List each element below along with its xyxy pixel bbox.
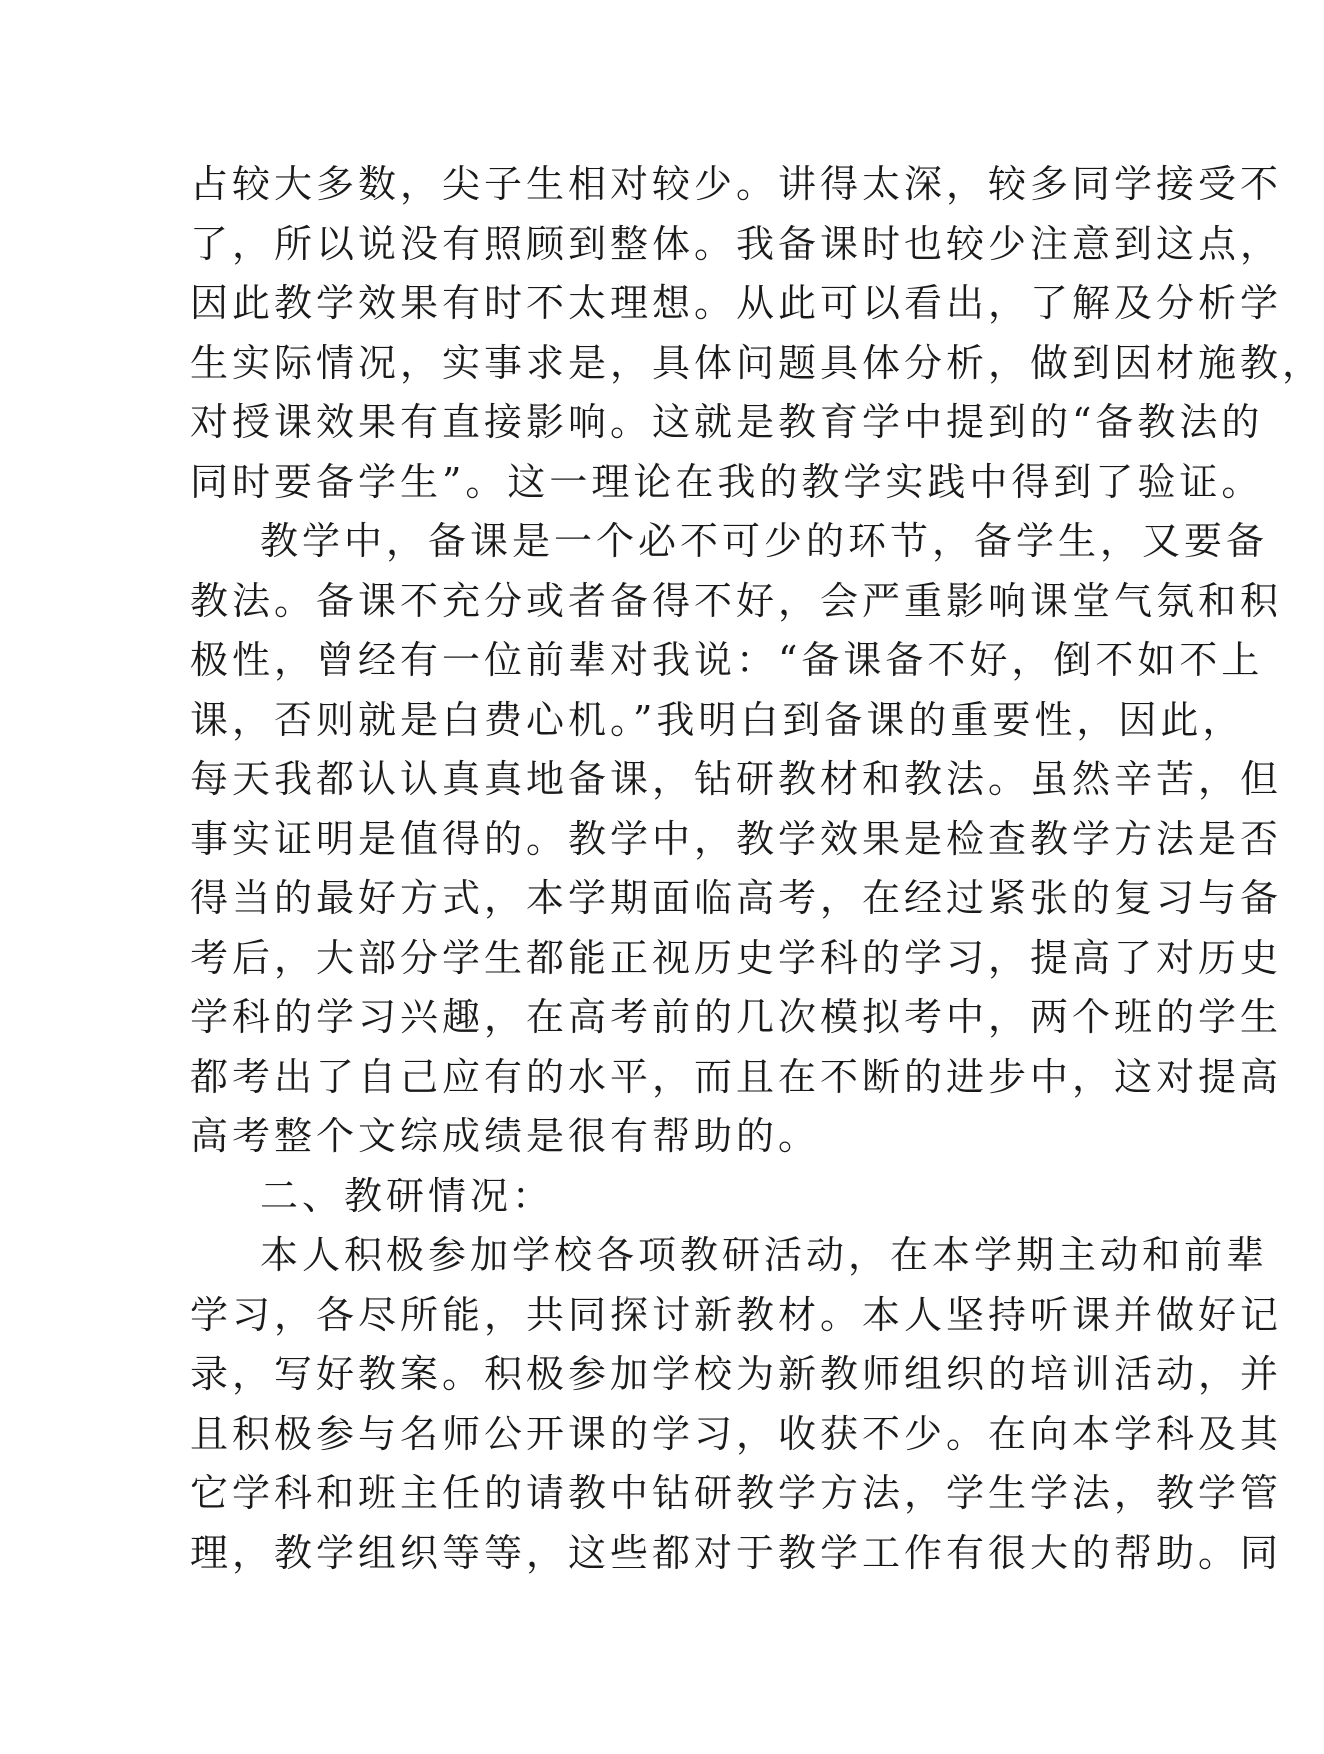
text-line: 教法。备课不充分或者备得不好，会严重影响课堂气氛和积 (190, 578, 1283, 623)
text-line: 生实际情况，实事求是，具体问题具体分析，做到因材施教， (190, 340, 1324, 385)
text-line: 每天我都认认真真地备课，钻研教材和教法。虽然辛苦，但 (190, 757, 1283, 801)
text-line: 它学科和班主任的请教中钻研教学方法，学生学法，教学管 (190, 1471, 1283, 1515)
paragraph-first-line: 教学中，备课是一个必不可少的环节，备学生，又要备 (260, 519, 1269, 563)
text-line: 因此教学效果有时不太理想。从此可以看出，了解及分析学 (190, 281, 1283, 325)
text-line: 极性，曾经有一位前辈对我说：“备课备不好，倒不如不上 (190, 638, 1264, 682)
text-line: 得当的最好方式，本学期面临高考，在经过紧张的复习与备 (190, 876, 1283, 920)
text-line: 理，教学组织等等，这些都对于教学工作有很大的帮助。同 (190, 1530, 1283, 1575)
text-line: 且积极参与名师公开课的学习，收获不少。在向本学科及其 (190, 1411, 1283, 1456)
text-line: 对授课效果有直接影响。这就是教育学中提到的“备教法的 (190, 400, 1264, 444)
text-line: 学科的学习兴趣，在高考前的几次模拟考中，两个班的学生 (190, 995, 1283, 1039)
text-line: 同时要备学生”。这一理论在我的教学实践中得到了验证。 (190, 459, 1264, 504)
text-line: 事实证明是值得的。教学中，教学效果是检查教学方法是否 (190, 816, 1283, 861)
text-line: 占较大多数，尖子生相对较少。讲得太深，较多同学接受不 (190, 162, 1283, 206)
section-heading: 二、教研情况： (260, 1173, 555, 1218)
text-line: 了，所以说没有照顾到整体。我备课时也较少注意到这点， (190, 221, 1283, 266)
paragraph-first-line: 本人积极参加学校各项教研活动，在本学期主动和前辈 (260, 1233, 1269, 1277)
document-body (190, 155, 1324, 1583)
text-line: 考后，大部分学生都能正视历史学科的学习，提高了对历史 (190, 935, 1283, 980)
text-line: 都考出了自己应有的水平，而且在不断的进步中，这对提高 (190, 1054, 1283, 1099)
text-line: 录，写好教案。积极参加学校为新教师组织的培训活动，并 (190, 1352, 1283, 1396)
text-line: 课，否则就是白费心机。”我明白到备课的重要性，因此， (190, 697, 1245, 742)
text-line: 高考整个文综成绩是很有帮助的。 (190, 1114, 821, 1158)
text-line: 学习，各尽所能，共同探讨新教材。本人坚持听课并做好记 (190, 1292, 1283, 1337)
